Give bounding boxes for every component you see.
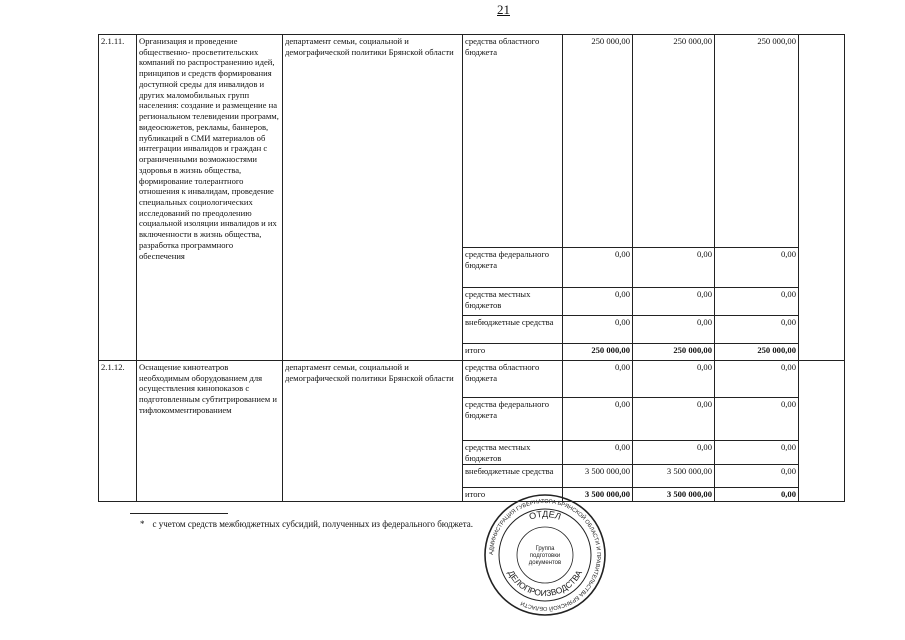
seal-arc-top: ОТДЕЛ <box>527 508 563 522</box>
budget-table <box>98 34 845 502</box>
footnote-text: с учетом средств межбюджетных субсидий, полученных из федерального бюджета. <box>152 519 473 529</box>
amount-cell: 250 000,00 <box>715 35 799 248</box>
amount-cell: 0,00 <box>633 248 715 288</box>
amount-cell: 250 000,00 <box>633 35 715 248</box>
table-row <box>99 35 845 248</box>
amount-cell: 0,00 <box>563 248 633 288</box>
amount-cell: 0,00 <box>715 488 799 502</box>
amount-cell: 0,00 <box>633 361 715 398</box>
seal-center-line: Группа <box>535 546 555 552</box>
amount-cell: 0,00 <box>563 398 633 441</box>
source-label: средства областного бюджета <box>463 361 563 398</box>
seal-center-line: подготовки <box>529 553 561 559</box>
amount-cell: 0,00 <box>563 441 633 465</box>
amount-cell: 0,00 <box>715 361 799 398</box>
row-description: Оснащение кинотеатров необходимым оборудованием для осуществления кинопоказов с подготовленным субтитрированием и тифлокомментированием <box>137 361 283 502</box>
amount-cell: 0,00 <box>715 465 799 488</box>
source-label: итого <box>463 344 563 361</box>
footnote-mark: * <box>140 519 145 529</box>
row-executor: департамент семьи, социальной и демографической политики Брянской области <box>283 35 463 361</box>
source-label: средства местных бюджетов <box>463 288 563 316</box>
amount-cell: 0,00 <box>633 441 715 465</box>
row-description: Организация и проведение общественно- просветительских компаний по распространению идей, принципов и средств формирования доступной среды для инвалидов и других маломобильных групп населения: создание и размещение на региональном телевидении программ, видеосюжетов, рекламы, баннеров, публикаций в СМИ материалов об интеграции инвалидов и граждан с ограниченными возможностями здоровья в жизнь общества, формирование толерантного отношения к инвалидам, проведение специальных социологических исследований по преодолению социальной изоляции инвалидов и их включенности в жизнь общества, разработка программного обеспечения <box>137 35 283 361</box>
amount-cell: 0,00 <box>715 248 799 288</box>
seal-center-line: документов <box>528 560 562 566</box>
amount-cell: 0,00 <box>633 288 715 316</box>
seal-ring-text: АДМИНИСТРАЦИЯ ГУБЕРНАТОРА БРЯНСКОЙ ОБЛАСТИ И ПРАВИТЕЛЬСТВА БРЯНСКОЙ ОБЛАСТИ <box>488 498 602 612</box>
amount-cell: 0,00 <box>563 361 633 398</box>
amount-cell: 0,00 <box>715 441 799 465</box>
amount-cell: 3 500 000,00 <box>633 465 715 488</box>
amount-cell: 3 500 000,00 <box>563 465 633 488</box>
source-label: средства местных бюджетов <box>463 441 563 465</box>
amount-cell: 3 500 000,00 <box>563 488 633 502</box>
amount-cell: 0,00 <box>633 398 715 441</box>
source-label: средства областного бюджета <box>463 35 563 248</box>
row-executor: департамент семьи, социальной и демографической политики Брянской области <box>283 361 463 502</box>
amount-cell: 0,00 <box>563 288 633 316</box>
amount-cell: 250 000,00 <box>563 344 633 361</box>
empty-cell <box>799 361 845 502</box>
row-code: 2.1.12. <box>99 361 137 502</box>
source-label: итого <box>463 488 563 502</box>
amount-cell: 250 000,00 <box>563 35 633 248</box>
amount-cell: 250 000,00 <box>715 344 799 361</box>
amount-cell: 0,00 <box>563 316 633 344</box>
amount-cell: 0,00 <box>633 316 715 344</box>
page-number: 21 <box>497 2 510 17</box>
amount-cell: 250 000,00 <box>633 344 715 361</box>
amount-cell: 0,00 <box>715 398 799 441</box>
amount-cell: 0,00 <box>715 288 799 316</box>
official-seal-stamp <box>482 492 608 618</box>
amount-cell: 0,00 <box>715 316 799 344</box>
source-label: внебюджетные средства <box>463 465 563 488</box>
amount-cell: 3 500 000,00 <box>633 488 715 502</box>
footnote <box>140 519 473 529</box>
seal-arc-bottom: ДЕЛОПРОИЗВОДСТВА <box>506 568 584 599</box>
row-code: 2.1.11. <box>99 35 137 361</box>
source-label: средства федерального бюджета <box>463 398 563 441</box>
source-label: средства федерального бюджета <box>463 248 563 288</box>
empty-cell <box>799 35 845 361</box>
footnote-divider <box>130 513 228 514</box>
source-label: внебюджетные средства <box>463 316 563 344</box>
table-row <box>99 361 845 398</box>
